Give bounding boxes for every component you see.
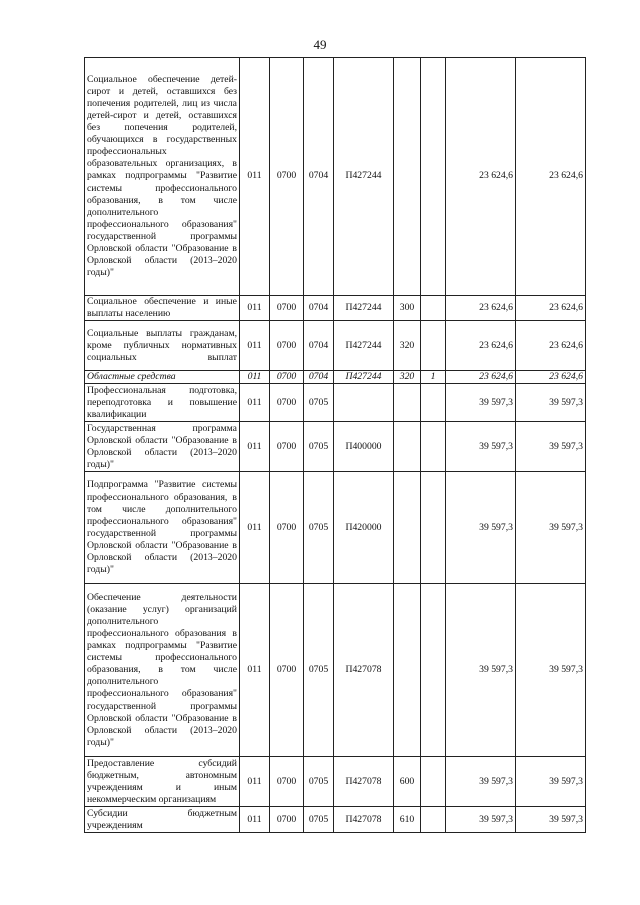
grbs-code: 011 bbox=[240, 296, 270, 321]
target-article-code: П427244 bbox=[334, 296, 394, 321]
expense-type-code bbox=[394, 584, 421, 757]
funding-code bbox=[421, 584, 446, 757]
grbs-code: 011 bbox=[240, 472, 270, 584]
amount-1: 23 624,6 bbox=[446, 321, 516, 371]
row-name: Социальные выплаты гражданам, кроме публичных нормативных социальных выплат bbox=[85, 321, 240, 371]
amount-2: 39 597,3 bbox=[516, 384, 586, 422]
section-code: 0700 bbox=[270, 384, 304, 422]
grbs-code: 011 bbox=[240, 58, 270, 296]
row-name: Субсидии бюджетным учреждениям bbox=[85, 807, 240, 833]
section-code: 0700 bbox=[270, 296, 304, 321]
target-article-code: П427078 bbox=[334, 807, 394, 833]
subsection-code: 0705 bbox=[304, 757, 334, 807]
expense-type-code bbox=[394, 472, 421, 584]
budget-table bbox=[84, 57, 586, 833]
grbs-code: 011 bbox=[240, 422, 270, 472]
amount-1: 39 597,3 bbox=[446, 584, 516, 757]
expense-type-code bbox=[394, 58, 421, 296]
target-article-code bbox=[334, 384, 394, 422]
row-name: Подпрограмма "Развитие системы профессионального образования, в том числе дополнительного профессионального образования" государственной программы Орловской области "Образование в Орловской области (2013–2020 годы)" bbox=[85, 472, 240, 584]
grbs-code: 011 bbox=[240, 757, 270, 807]
grbs-code: 011 bbox=[240, 584, 270, 757]
expense-type-code: 320 bbox=[394, 321, 421, 371]
subsection-code: 0704 bbox=[304, 58, 334, 296]
amount-1: 39 597,3 bbox=[446, 807, 516, 833]
expense-type-code: 600 bbox=[394, 757, 421, 807]
amount-2: 39 597,3 bbox=[516, 807, 586, 833]
amount-2: 23 624,6 bbox=[516, 296, 586, 321]
grbs-code: 011 bbox=[240, 321, 270, 371]
amount-1: 39 597,3 bbox=[446, 422, 516, 472]
expense-type-code bbox=[394, 384, 421, 422]
section-code: 0700 bbox=[270, 584, 304, 757]
expense-type-code: 610 bbox=[394, 807, 421, 833]
subsection-code: 0704 bbox=[304, 371, 334, 384]
table-row bbox=[85, 371, 586, 384]
row-name: Социальное обеспечение детей-сирот и детей, оставшихся без попечения родителей, лиц из числа детей-сирот и детей, оставшихся без попечения родителей, обучающихся в государственных профессиональных образовательных организациях, в рамках подпрограммы "Развитие системы профессионального образования, в том числе дополнительного профессионального образования" государственной программы Орловской области "Образование в Орловской области (2013–2020 годы)" bbox=[85, 58, 240, 296]
row-name: Предоставление субсидий бюджетным, автономным учреждениям и иным некоммерческим организациям bbox=[85, 757, 240, 807]
amount-1: 23 624,6 bbox=[446, 58, 516, 296]
funding-code bbox=[421, 807, 446, 833]
section-code: 0700 bbox=[270, 58, 304, 296]
target-article-code: П400000 bbox=[334, 422, 394, 472]
target-article-code: П427244 bbox=[334, 321, 394, 371]
table-row bbox=[85, 584, 586, 757]
expense-type-code: 300 bbox=[394, 296, 421, 321]
target-article-code: П427244 bbox=[334, 371, 394, 384]
subsection-code: 0705 bbox=[304, 807, 334, 833]
table-row bbox=[85, 384, 586, 422]
funding-code bbox=[421, 296, 446, 321]
amount-2: 23 624,6 bbox=[516, 321, 586, 371]
row-name: Областные средства bbox=[85, 371, 240, 384]
amount-2: 23 624,6 bbox=[516, 58, 586, 296]
table-row bbox=[85, 321, 586, 371]
amount-2: 39 597,3 bbox=[516, 757, 586, 807]
funding-code bbox=[421, 384, 446, 422]
section-code: 0700 bbox=[270, 321, 304, 371]
funding-code bbox=[421, 321, 446, 371]
section-code: 0700 bbox=[270, 371, 304, 384]
row-name: Государственная программа Орловской области "Образование в Орловской области (2013–2020 годы)" bbox=[85, 422, 240, 472]
expense-type-code bbox=[394, 422, 421, 472]
row-name: Профессиональная подготовка, переподготовка и повышение квалификации bbox=[85, 384, 240, 422]
amount-1: 39 597,3 bbox=[446, 472, 516, 584]
grbs-code: 011 bbox=[240, 371, 270, 384]
table-row bbox=[85, 807, 586, 833]
section-code: 0700 bbox=[270, 472, 304, 584]
subsection-code: 0705 bbox=[304, 422, 334, 472]
funding-code bbox=[421, 58, 446, 296]
amount-1: 23 624,6 bbox=[446, 296, 516, 321]
grbs-code: 011 bbox=[240, 384, 270, 422]
table-row bbox=[85, 422, 586, 472]
subsection-code: 0705 bbox=[304, 472, 334, 584]
funding-code bbox=[421, 757, 446, 807]
subsection-code: 0704 bbox=[304, 296, 334, 321]
section-code: 0700 bbox=[270, 757, 304, 807]
amount-1: 23 624,6 bbox=[446, 371, 516, 384]
row-name: Обеспечение деятельности (оказание услуг) организаций дополнительного профессионального образования в рамках подпрограммы "Развитие системы профессионального образования, в том числе дополнительного профессионального образования" государственной программы Орловской области "Образование в Орловской области (2013–2020 годы)" bbox=[85, 584, 240, 757]
section-code: 0700 bbox=[270, 422, 304, 472]
target-article-code: П420000 bbox=[334, 472, 394, 584]
amount-2: 39 597,3 bbox=[516, 472, 586, 584]
subsection-code: 0705 bbox=[304, 584, 334, 757]
table-row bbox=[85, 58, 586, 296]
amount-1: 39 597,3 bbox=[446, 757, 516, 807]
amount-2: 39 597,3 bbox=[516, 422, 586, 472]
funding-code bbox=[421, 422, 446, 472]
table-row bbox=[85, 296, 586, 321]
table-row bbox=[85, 472, 586, 584]
page-number: 49 bbox=[313, 37, 327, 52]
section-code: 0700 bbox=[270, 807, 304, 833]
subsection-code: 0704 bbox=[304, 321, 334, 371]
amount-2: 23 624,6 bbox=[516, 371, 586, 384]
amount-1: 39 597,3 bbox=[446, 384, 516, 422]
table-row bbox=[85, 757, 586, 807]
funding-code bbox=[421, 472, 446, 584]
expense-type-code: 320 bbox=[394, 371, 421, 384]
funding-code: 1 bbox=[421, 371, 446, 384]
target-article-code: П427078 bbox=[334, 584, 394, 757]
amount-2: 39 597,3 bbox=[516, 584, 586, 757]
subsection-code: 0705 bbox=[304, 384, 334, 422]
target-article-code: П427244 bbox=[334, 58, 394, 296]
target-article-code: П427078 bbox=[334, 757, 394, 807]
row-name: Социальное обеспечение и иные выплаты населению bbox=[85, 296, 240, 321]
grbs-code: 011 bbox=[240, 807, 270, 833]
